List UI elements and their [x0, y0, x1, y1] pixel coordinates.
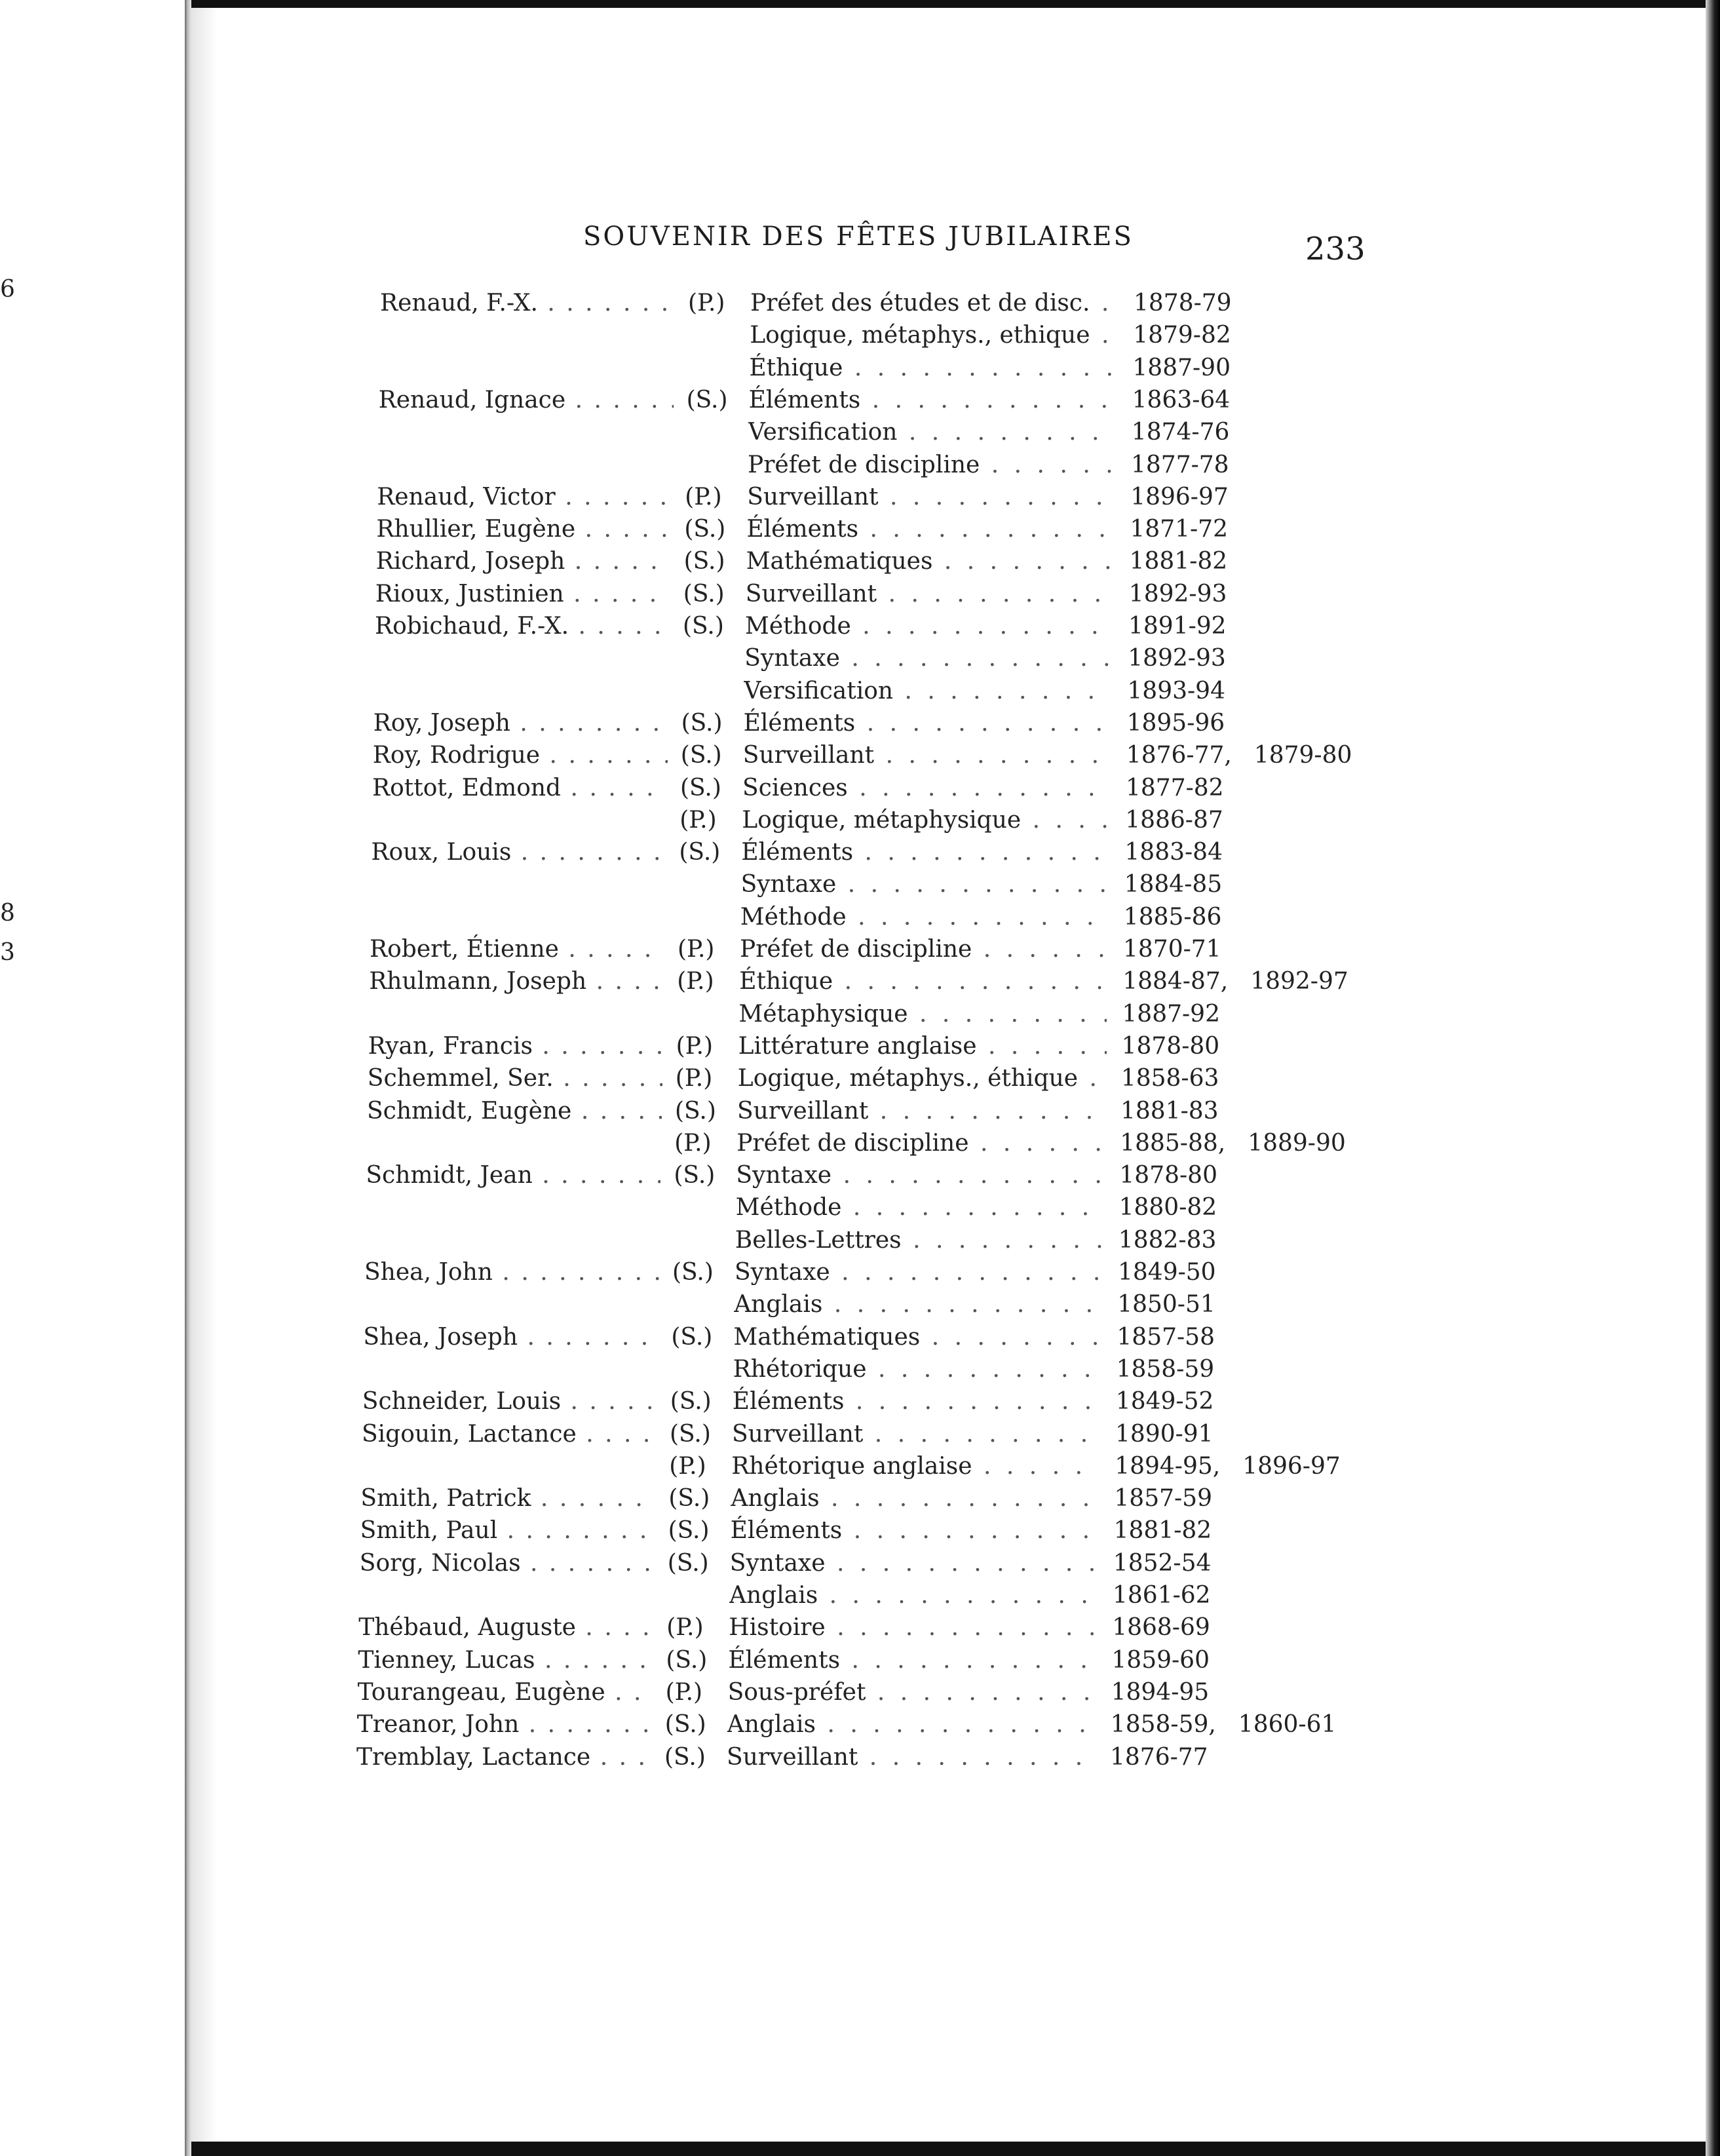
entry-status: (P.): [676, 1032, 714, 1060]
entry-years: 1857-59: [1114, 1485, 1212, 1512]
entry-name: Robichaud, F.-X. . . .: [375, 610, 670, 643]
entry-status: (S.): [683, 548, 725, 575]
entry-row: [363, 1353, 1411, 1386]
entry-row: [362, 1385, 1411, 1418]
entry-years: 1877-82: [1126, 774, 1224, 801]
entry-subject: Surveillant . . .: [746, 578, 1114, 611]
entry-row: [360, 1547, 1408, 1580]
entry-status: (P.): [685, 483, 722, 510]
page-number: 233: [1305, 231, 1366, 267]
entry-row: [357, 1708, 1405, 1741]
entry-row: [356, 1741, 1405, 1774]
entry-row: [377, 449, 1426, 482]
entry-subject: Sciences . . .: [742, 772, 1111, 805]
entry-years: 1892-93: [1128, 645, 1226, 672]
entry-years: 1877-78: [1131, 451, 1229, 478]
entry-subject: Surveillant . . .: [727, 1741, 1095, 1774]
entry-status: (S.): [679, 839, 721, 866]
entry-years: 1874-76: [1131, 419, 1230, 446]
entry-status: (S.): [667, 1549, 709, 1577]
entry-row: [359, 1579, 1407, 1612]
entry-name: Shea, Joseph . . .: [363, 1321, 658, 1354]
entry-name: Sigouin, Lactance . . .: [362, 1418, 657, 1451]
entry-years: 1894-95,: [1115, 1452, 1221, 1480]
entry-row: [364, 1256, 1413, 1289]
entry-years: 1887-92: [1122, 1000, 1220, 1028]
entry-subject: Syntaxe . . .: [736, 1159, 1104, 1192]
entry-years: 1859-60: [1111, 1646, 1210, 1674]
entry-years: 1879-82: [1133, 322, 1231, 349]
entry-name: Tienney, Lucas . . .: [358, 1644, 653, 1677]
entry-years: 1871-72: [1130, 516, 1228, 543]
entry-status: (S.): [668, 1485, 710, 1512]
running-head: SOUVENIR DES FÊTES JUBILAIRES: [583, 221, 1134, 252]
entry-subject: Éthique . . .: [749, 352, 1117, 385]
entry-name: Roy, Joseph . . .: [373, 707, 668, 740]
entry-row: [371, 836, 1419, 869]
entry-row: [372, 804, 1420, 837]
entry-subject: Mathématiques . . .: [733, 1321, 1101, 1354]
entry-name: Smith, Paul . . .: [360, 1514, 655, 1547]
entry-years: 1880-82: [1118, 1194, 1217, 1222]
entry-subject: Syntaxe . . .: [730, 1547, 1098, 1580]
entry-subject: Préfet de discipline . . .: [740, 933, 1108, 966]
entry-row: [379, 384, 1427, 417]
entry-years: 1850-51: [1117, 1291, 1215, 1319]
entry-years: 1868-69: [1112, 1614, 1210, 1642]
entry-years: 1893-94: [1127, 677, 1225, 704]
entry-name: Rhullier, Eugène . . .: [376, 513, 671, 546]
entry-years: 1890-91: [1115, 1420, 1214, 1448]
entry-status: (S.): [664, 1743, 706, 1771]
entry-name: Ryan, Francis . . .: [368, 1030, 663, 1063]
entry-years: 1885-86: [1123, 903, 1222, 931]
entry-status: (S.): [681, 709, 723, 737]
entry-row: [366, 1191, 1414, 1224]
entry-name: Schneider, Louis . . .: [362, 1385, 657, 1418]
entry-subject: Méthode . . .: [736, 1191, 1104, 1224]
entry-subject: Anglais . . .: [729, 1579, 1098, 1612]
entry-status: (S.): [664, 1711, 706, 1739]
entry-subject: Éléments . . .: [733, 1385, 1101, 1418]
entry-extra-years: 1879-80: [1253, 742, 1352, 769]
entry-subject: Mathématiques . . .: [746, 545, 1115, 578]
entry-row: [360, 1514, 1409, 1547]
entry-extra-years: 1892-97: [1250, 968, 1348, 995]
entry-row: [358, 1676, 1406, 1709]
entry-subject: Métaphysique . . .: [738, 998, 1107, 1031]
margin-fragment: 3: [0, 939, 15, 966]
entry-subject: Méthode . . .: [740, 901, 1109, 934]
entry-subject: Préfet des études et de disc. . . .: [750, 287, 1118, 320]
entry-row: [379, 319, 1428, 352]
entry-status: (S.): [668, 1517, 710, 1545]
entry-status: (P.): [688, 290, 725, 317]
entry-extra-years: 1889-90: [1248, 1129, 1346, 1157]
entry-row: [373, 707, 1422, 740]
entry-subject: Préfet de discipline . . .: [748, 449, 1116, 482]
entry-subject: Éléments . . .: [741, 836, 1109, 869]
entry-subject: Rhétorique . . .: [733, 1353, 1101, 1386]
entry-years: 1858-63: [1120, 1065, 1219, 1092]
entry-row: [366, 1127, 1415, 1160]
entry-row: [371, 868, 1419, 901]
entry-subject: Logique, métaphys., éthique . . .: [738, 1062, 1106, 1095]
entry-subject: Éléments . . .: [746, 513, 1115, 546]
entry-name: Thébaud, Auguste . . .: [358, 1611, 653, 1644]
entry-subject: Sous-préfet . . .: [728, 1676, 1096, 1709]
entry-status: (P.): [665, 1678, 703, 1706]
entry-name: Schemmel, Ser. . . .: [368, 1062, 662, 1095]
entry-subject: Éléments . . .: [728, 1644, 1096, 1677]
entry-subject: Versification . . .: [748, 416, 1117, 449]
entry-name: Rhulmann, Joseph . . .: [369, 965, 664, 998]
entry-status: (S.): [671, 1323, 713, 1351]
entry-status: (P.): [677, 968, 714, 995]
entry-subject: Syntaxe . . .: [744, 642, 1113, 675]
entry-years: 1852-54: [1113, 1549, 1212, 1577]
entry-name: Schmidt, Jean . . .: [366, 1159, 660, 1192]
entry-row: [358, 1611, 1407, 1644]
entry-status: (S.): [675, 1097, 716, 1125]
entry-subject: Belles-Lettres . . .: [735, 1224, 1103, 1257]
entry-row: [363, 1321, 1411, 1354]
entry-years: 1849-50: [1118, 1259, 1216, 1286]
entry-status: (S.): [684, 516, 726, 543]
entry-years: 1894-95: [1111, 1678, 1210, 1706]
entry-years: 1886-87: [1125, 806, 1223, 834]
entry-status: (P.): [679, 806, 717, 834]
entry-name: Rioux, Justinien . . .: [375, 578, 670, 611]
entry-years: 1857-58: [1117, 1323, 1215, 1351]
entry-name: Sorg, Nicolas . . .: [360, 1547, 655, 1580]
entry-name: Roux, Louis . . .: [371, 836, 666, 869]
entry-years: 1895-96: [1126, 709, 1225, 737]
entry-status: (P.): [678, 936, 715, 963]
entry-name: Tremblay, Lactance . . .: [356, 1741, 651, 1774]
entry-subject: Surveillant . . .: [743, 739, 1111, 772]
entry-subject: Éthique . . .: [739, 965, 1107, 998]
entry-row: [364, 1288, 1412, 1321]
entry-status: (S.): [680, 742, 722, 769]
entry-years: 1885-88,: [1120, 1129, 1226, 1157]
entry-years: 1863-64: [1132, 386, 1231, 414]
entry-years: 1881-82: [1129, 548, 1228, 575]
entry-row: [362, 1418, 1410, 1451]
entry-subject: Syntaxe . . .: [741, 868, 1109, 901]
entry-name: Roy, Rodrigue . . .: [373, 739, 668, 772]
entry-extra-years: 1896-97: [1242, 1452, 1341, 1480]
entry-subject: Anglais . . .: [727, 1708, 1096, 1741]
entry-years: 1883-84: [1124, 839, 1223, 866]
entry-years: 1884-85: [1124, 871, 1223, 898]
entry-years: 1896-97: [1130, 483, 1229, 510]
entry-row: [370, 901, 1419, 934]
entry-subject: Surveillant . . .: [737, 1095, 1105, 1128]
entry-name: Renaud, Ignace . . .: [379, 384, 674, 417]
entry-subject: Syntaxe . . .: [735, 1256, 1103, 1289]
entry-name: Renaud, Victor . . .: [377, 481, 672, 514]
entry-status: (S.): [672, 1259, 714, 1286]
entry-row: [375, 610, 1423, 643]
entry-extra-years: 1860-61: [1238, 1711, 1337, 1739]
entry-years: 1884-87,: [1122, 968, 1229, 995]
entry-row: [368, 1030, 1417, 1063]
entry-subject: Logique, métaphys., ethique . . .: [750, 319, 1118, 352]
entry-row: [373, 739, 1421, 772]
entry-years: 1892-93: [1128, 580, 1227, 607]
entry-row: [377, 481, 1425, 514]
entry-years: 1849-52: [1115, 1388, 1214, 1415]
entry-years: 1861-62: [1113, 1582, 1211, 1609]
entry-subject: Méthode . . .: [745, 610, 1113, 643]
entry-name: Smith, Patrick . . .: [360, 1482, 655, 1515]
entry-subject: Préfet de discipline . . .: [736, 1127, 1105, 1160]
entry-subject: Éléments . . .: [744, 707, 1112, 740]
entry-status: (S.): [670, 1388, 712, 1415]
margin-fragment: 6: [0, 276, 15, 303]
entry-row: [368, 1062, 1416, 1095]
entry-status: (S.): [666, 1646, 708, 1674]
entry-row: [369, 965, 1417, 998]
entry-years: 1882-83: [1118, 1226, 1217, 1254]
entry-status: (S.): [670, 1420, 711, 1448]
entry-status: (S.): [683, 613, 724, 640]
entry-name: Richard, Joseph . . .: [376, 545, 671, 578]
entry-row: [372, 772, 1421, 805]
entry-status: (P.): [674, 1129, 712, 1157]
entry-years: 1881-83: [1120, 1097, 1219, 1125]
entry-subject: Surveillant . . .: [747, 481, 1115, 514]
entry-subject: Surveillant . . .: [732, 1418, 1100, 1451]
entry-status: (P.): [675, 1065, 713, 1092]
entry-row: [360, 1482, 1409, 1515]
entry-status: (S.): [674, 1162, 716, 1189]
entry-row: [380, 287, 1428, 320]
margin-fragment: 8: [0, 900, 15, 927]
entry-row: [358, 1644, 1406, 1677]
entry-subject: Anglais . . .: [731, 1482, 1099, 1515]
entry-subject: Littérature anglaise . . .: [738, 1030, 1107, 1063]
entry-row: [375, 578, 1424, 611]
entry-years: 1878-80: [1119, 1162, 1217, 1189]
entry-years: 1878-79: [1134, 290, 1232, 317]
entry-years: 1891-92: [1128, 613, 1227, 640]
entry-subject: Éléments . . .: [731, 1514, 1099, 1547]
entry-row: [376, 545, 1424, 578]
entry-status: (P.): [669, 1452, 706, 1480]
entry-row: [374, 642, 1423, 675]
entry-row: [365, 1224, 1413, 1257]
entry-name: Treanor, John . . .: [357, 1708, 652, 1741]
entry-subject: Histoire . . .: [729, 1611, 1097, 1644]
entry-name: Schmidt, Eugène . . .: [367, 1095, 662, 1128]
entry-row: [379, 352, 1427, 385]
entry-subject: Rhétorique anglaise . . .: [731, 1450, 1099, 1483]
entry-years: 1870-71: [1123, 936, 1221, 963]
entry-row: [376, 513, 1424, 546]
entry-row: [367, 1095, 1415, 1128]
entry-subject: Logique, métaphysique . . .: [742, 804, 1110, 837]
entry-name: Shea, John . . .: [364, 1256, 659, 1289]
entry-status: (S.): [686, 386, 728, 414]
entry-name: Tourangeau, Eugène . . .: [358, 1676, 653, 1709]
entry-years: 1858-59,: [1110, 1711, 1216, 1739]
entry-subject: Versification . . .: [744, 675, 1112, 708]
entry-status: (S.): [680, 774, 721, 801]
entry-years: 1881-82: [1113, 1517, 1212, 1545]
entry-status: (P.): [666, 1614, 704, 1642]
entry-row: [370, 933, 1418, 966]
entry-row: [361, 1450, 1409, 1483]
entry-years: 1876-77: [1110, 1743, 1208, 1771]
entry-row: [378, 416, 1426, 449]
entry-status: (S.): [683, 580, 725, 607]
entry-name: Rottot, Edmond . . .: [372, 772, 667, 805]
entry-years: 1876-77,: [1126, 742, 1232, 769]
entry-years: 1858-59: [1116, 1355, 1215, 1383]
entry-row: [366, 1159, 1414, 1192]
entry-row: [368, 998, 1417, 1031]
entry-name: Renaud, F.-X. . . .: [380, 287, 675, 320]
entry-name: Robert, Étienne . . .: [370, 933, 664, 966]
entry-subject: Éléments . . .: [749, 384, 1117, 417]
entry-row: [373, 675, 1422, 708]
entry-years: 1878-80: [1121, 1032, 1220, 1060]
entry-years: 1887-90: [1132, 354, 1231, 381]
entry-subject: Anglais . . .: [734, 1288, 1102, 1321]
